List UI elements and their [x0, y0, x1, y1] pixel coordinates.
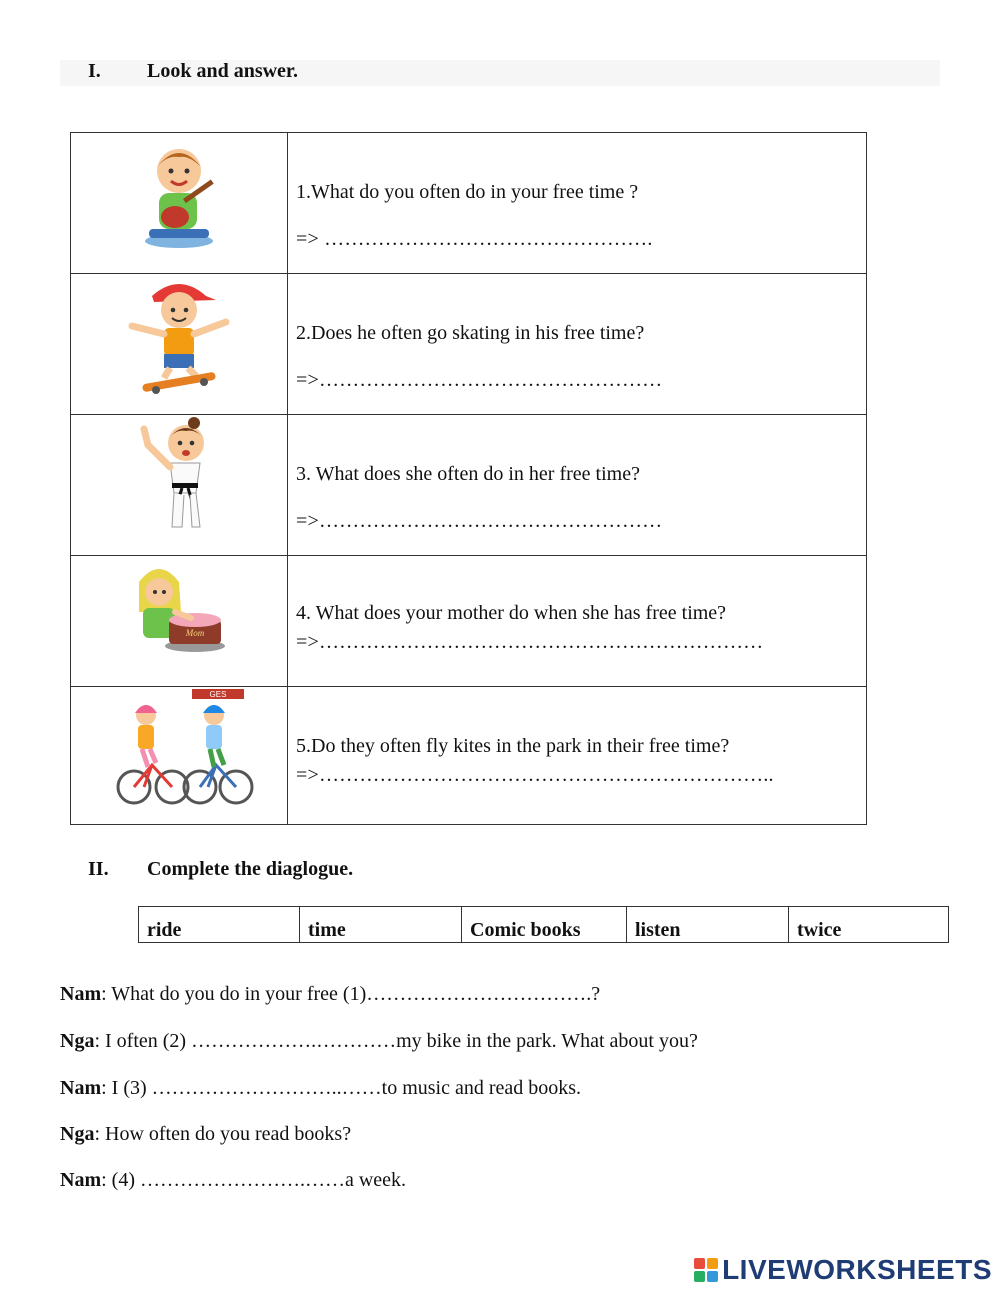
girl-karate-illustration [134, 415, 224, 535]
dialogue-speaker: Nam [60, 983, 102, 1005]
section-1-number: I. [88, 60, 101, 82]
dialogue-text: : How often do you read books? [94, 1123, 352, 1145]
word-box-item: listen [627, 907, 789, 943]
question-table [70, 132, 867, 825]
answer-blank[interactable]: =>…………………………………………… [296, 369, 663, 391]
dialogue-speaker: Nga [60, 1123, 95, 1145]
question-cell [288, 687, 867, 825]
word-box-item: Comic books [462, 907, 627, 943]
question-row [71, 687, 867, 825]
answer-blank[interactable]: =>…………………………………………… [296, 510, 663, 532]
cake-inscription: Mom [185, 628, 205, 638]
section-1-title: Look and answer. [147, 60, 298, 82]
question-cell [288, 133, 867, 274]
dialogue-speaker: Nam [60, 1077, 102, 1099]
question-text: 2.Does he often go skating in his free time? [296, 322, 645, 344]
answer-blank[interactable]: => …………………………………………. [296, 228, 653, 250]
question-row [71, 415, 867, 556]
word-box [138, 906, 949, 943]
picture-cell [71, 274, 288, 415]
picture-cell [71, 415, 288, 556]
answer-blank[interactable]: =>………………………………………………………….. [296, 764, 774, 786]
question-row [71, 133, 867, 274]
question-row [71, 556, 867, 687]
dialogue-text[interactable]: : (4) …………………….……a week. [101, 1169, 407, 1191]
boy-skateboard-illustration [124, 274, 234, 399]
picture-cell [71, 133, 288, 274]
dialogue-line [60, 1169, 406, 1192]
dialogue-text[interactable]: : I (3) ………………………..……to music and read books. [101, 1077, 582, 1099]
answer-blank[interactable]: =>………………………………………………………… [296, 631, 764, 653]
dialogue-text[interactable]: : What do you do in your free (1)…………………………….? [101, 983, 601, 1005]
question-text: 1.What do you often do in your free time ? [296, 181, 639, 203]
section-2-number: II. [88, 858, 109, 880]
section-2-title: Complete the diaglogue. [147, 858, 354, 880]
logo-text: LIVEWORKSHEETS [722, 1254, 992, 1285]
mother-cake-illustration [129, 556, 229, 656]
dialogue-line [60, 1030, 698, 1053]
section-1-header [60, 60, 940, 86]
stamp-inscription: GES [209, 690, 227, 699]
dialogue-line [60, 1077, 581, 1100]
picture-cell [71, 556, 288, 687]
question-text: 3. What does she often do in her free time? [296, 463, 640, 485]
kids-cycling-illustration [104, 687, 254, 807]
word-box-item: twice [789, 907, 949, 943]
dialogue-text[interactable]: : I often (2) ……………….…………my bike in the park. What about you? [94, 1030, 698, 1052]
logo-mark-icon [694, 1258, 718, 1282]
question-row [71, 274, 867, 415]
question-cell [288, 556, 867, 687]
dialogue-line [60, 983, 600, 1006]
word-box-item: ride [139, 907, 300, 943]
boy-guitar-illustration [119, 133, 239, 253]
question-text: 5.Do they often fly kites in the park in their free time? [296, 735, 730, 757]
question-cell [288, 415, 867, 556]
word-box-item: time [300, 907, 462, 943]
question-cell [288, 274, 867, 415]
dialogue-line [60, 1123, 351, 1146]
picture-cell [71, 687, 288, 825]
dialogue-speaker: Nam [60, 1169, 102, 1191]
question-text: 4. What does your mother do when she has free time? [296, 602, 727, 624]
dialogue-speaker: Nga [60, 1030, 95, 1052]
liveworksheets-logo [694, 1254, 992, 1286]
